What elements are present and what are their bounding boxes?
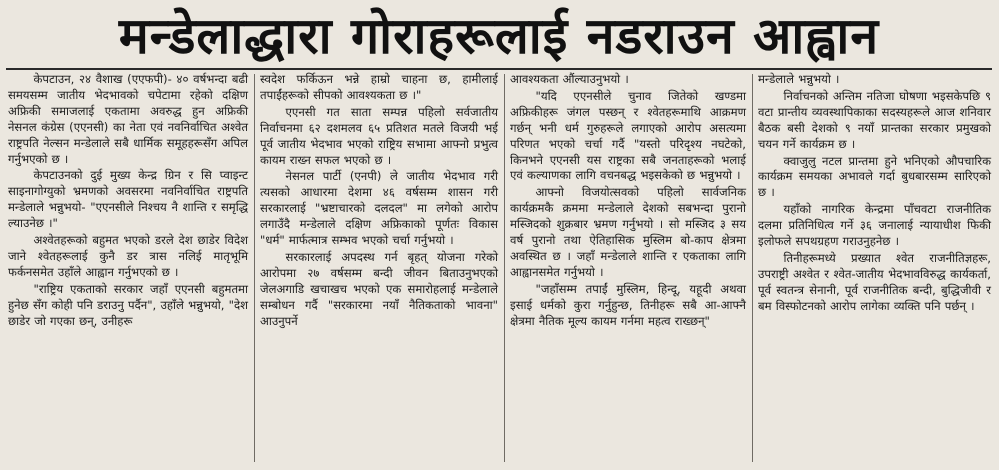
column-1: [4, 72, 252, 466]
paragraph: "जहाँसम्म तपाईं मुस्लिम, हिन्दू, यहूदी अथवा इसाई धर्मको कुरा गर्नुहुन्छ, तिनीहरू सबै आ-आफ्नै क्षेत्रमा नैतिक मूल्य कायम गर्नमा महत्व राख्छन्": [510, 281, 746, 328]
paragraph: स्वदेश फर्किऊन भन्ने हाम्रो चाहना छ, हामीलाई तपाईंहरूको सीपको आवश्यकता छ ।": [260, 72, 498, 102]
paragraph: आवश्यकता औंल्याउनुभयो ।: [510, 72, 629, 86]
paragraph: "यदि एएनसीले चुनाव जितेको खण्डमा अफ्रिकीहरू जंगल पस्छन् र श्वेतहरूमाथि आक्रमण गर्छन् भनी धर्म गुरुहरूले लगाएको आरोप असत्यमा परिणत भएको चर्चा गर्दै "यस्तो परिदृश्य नघटेको, किनभने एएनसी यस राष्ट्रका सबै जनताहरूको भलाई एवं कल्याणका लागि वचनबद्ध भइसकेको छ भन्नुभयो ।: [510, 88, 746, 183]
paragraph: मन्डेलाले भन्नुभयो ।: [758, 72, 840, 86]
paragraph: "राष्ट्रिय एकताको सरकार जहाँ एएनसी बहुमतमा हुनेछ सँग कोही पनि डराउनु पर्दैन", उहाँले भन्नुभयो, "देश छाडेर जो गएका छन्, उनीहरू: [8, 281, 248, 328]
column-divider: [752, 74, 753, 462]
paragraph: केपटाउनको दुई मुख्य केन्द्र ग्रिन र सि प्वाइन्ट साइनागोग्युको भ्रमणको अवसरमा नवनिर्वाचित राष्ट्रपति मन्डेलाले भन्नुभयो- "एएनसीले निश्चय नै शान्ति र समृद्धि ल्याउनेछ ।": [8, 168, 248, 231]
article-body: [4, 72, 995, 466]
column-divider: [504, 74, 505, 462]
paragraph: सरकारलाई अपदस्थ गर्न बृहत् योजना गरेको आरोपमा २७ वर्षसम्म बन्दी जीवन बिताउनुभएको जेलअगाडि खचाखच भएको एक समारोहलाई मन्डेलाले सम्बोधन गर्दै "सरकारमा नयाँ नैतिकताको भावना" आउनुपर्ने: [260, 249, 498, 328]
paragraph: क्वाजुलु नटल प्रान्तमा हुने भनिएको औपचारिक कार्यक्रम समयका अभावले गर्दा बुधबारसम्म सारिएको छ ।: [758, 153, 991, 200]
column-2: [256, 72, 502, 466]
paragraph: एएनसी गत साता सम्पन्न पहिलो सर्वजातीय निर्वाचनमा ६२ दशमलव ६५ प्रतिशत मतले विजयी भई पूर्व जातीय भेदभाव भएको राष्ट्रिय सभामा आफ्नो प्रभुत्व कायम राख्न सफल भएको छ ।: [260, 104, 498, 167]
column-4: [754, 72, 995, 466]
headline: मन्डेलाद्धारा गोराहरूलाई नडराउन आह्वान: [6, 4, 992, 70]
column-3: [506, 72, 750, 466]
paragraph: निर्वाचनको अन्तिम नतिजा घोषणा भइसकेपछि ९ वटा प्रान्तीय व्यवस्थापिकाका सदस्यहरूले आज शनिवार बैठक बसी देशको ९ नयाँ प्रान्तका सरकार प्रमुखको चयन गर्ने कार्यक्रम छ ।: [758, 88, 991, 151]
paragraph: केपटाउन, २४ वैशाख (एएफपी)- ४० वर्षभन्दा बढी समयसम्म जातीय भेदभावको चपेटामा रहेको दक्षिण अफ्रिकी समाजलाई एकतामा अवरुद्ध हुन अफ्रिकी नेसनल कंग्रेस (एएनसी) का नेता एवं नवनिर्वाचित अश्वेत राष्ट्रपति नेल्सन मन्डेलाले सबै धार्मिक समूहहरूसँग अपिल गर्नुभएको छ ।: [8, 72, 248, 166]
paragraph: अश्वेतहरूको बहुमत भएको डरले देश छाडेर विदेश जाने श्वेतहरूलाई कुनै डर त्रास नलिई मातृभूमि फर्कनसमेत उहाँले आह्वान गर्नुभएको छ ।: [8, 233, 248, 279]
column-divider: [254, 74, 255, 462]
paragraph: नेसनल पार्टी (एनपी) ले जातीय भेदभाव गरी त्यसको आधारमा देशमा ४६ वर्षसम्म शासन गरी सरकारलाई "भ्रष्टाचारको दलदल" मा लगेको आरोप लगाउँदै मन्डेलाले दक्षिण अफ्रिकाको पूर्णतः विकास "धर्म" मार्फत्मात्र सम्भव भएको चर्चा गर्नुभयो ।: [260, 169, 498, 248]
paragraph: तिनीहरूमध्ये प्रख्यात श्वेत राजनीतिज्ञहरू, उपराष्ट्री अश्वेत र श्वेत-जातीय भेदभावविरुद्ध कार्यकर्ता, पूर्व स्वतन्त्र सेनानी, पूर्व राजनीतिक बन्दी, बुद्धिजीवी र बम विस्फोटनको आरोप लागेका व्यक्ति पनि पर्छन् ।: [758, 250, 991, 313]
paragraph: आफ्नो विजयोत्सवको पहिलो सार्वजनिक कार्यक्रमकै क्रममा मन्डेलाले देशको सबभन्दा पुरानो मस्जिदको शुक्रबार भ्रमण गर्नुभयो । सो मस्जिद ३ सय वर्ष पुरानो तथा ऐतिहासिक मुस्लिम बो-काप क्षेत्रमा अवस्थित छ । जहाँ मन्डेलाले शान्ति र एकताका लागि आह्वानसमेत गर्नुभयो ।: [510, 185, 746, 279]
paragraph: यहाँको नागरिक केन्द्रमा पाँचवटा राजनीतिक दलमा प्रतिनिधित्व गर्ने ३६ जनालाई न्यायाधीश फिकी इलोफले सपथग्रहण गराउनुहनेछ ।: [758, 202, 991, 249]
